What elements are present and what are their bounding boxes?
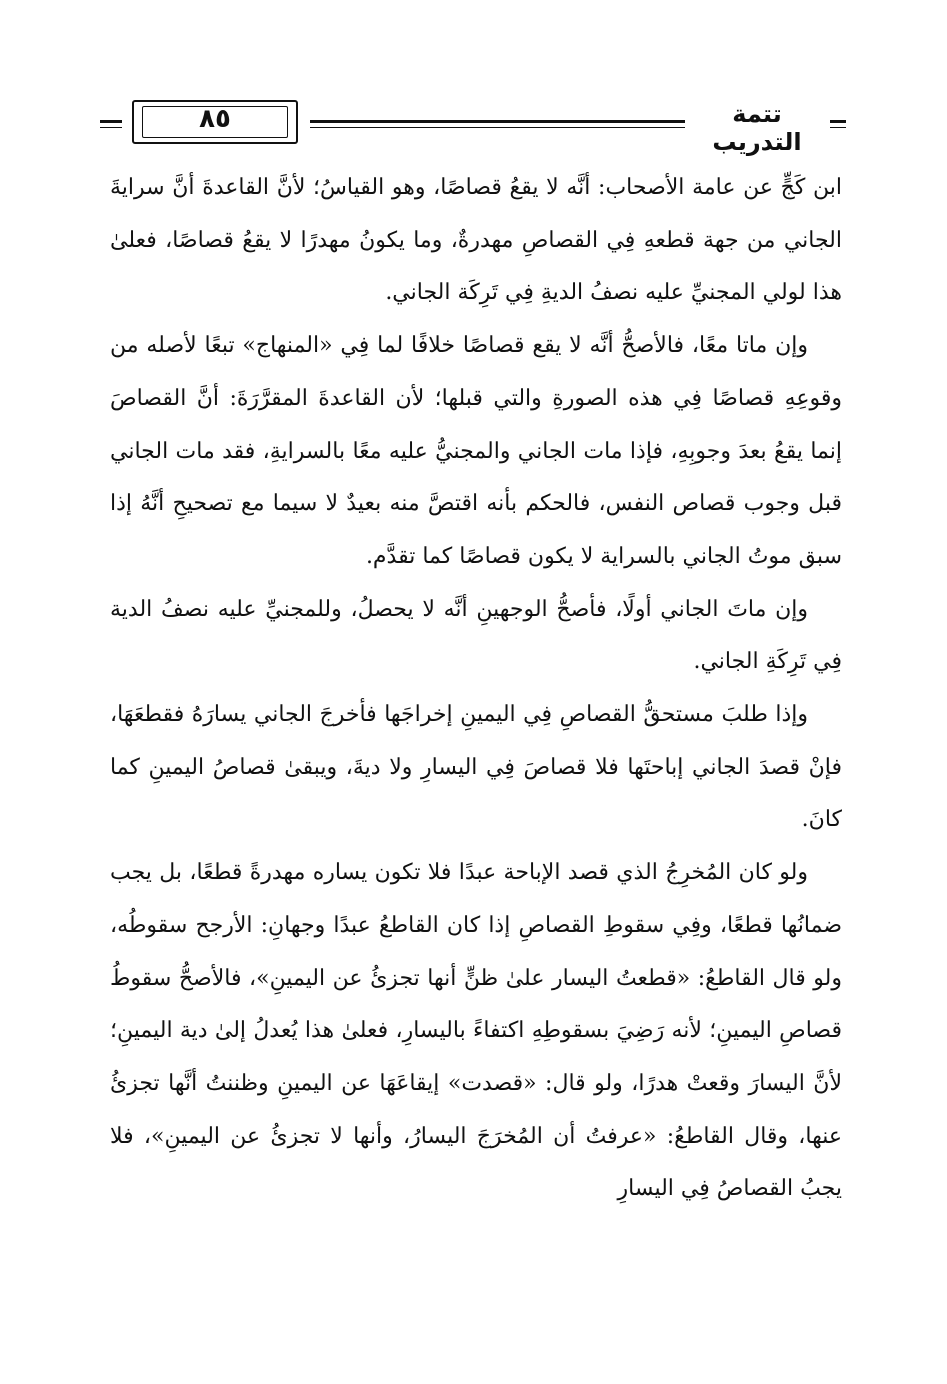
paragraph-5: ولو كان المُخرِجُ الذي قصد الإباحة عبدًا فلا تكون يساره مهدرةً قطعًا، بل يجب ضمانُها قطعًا، وفِي سقوطِ القصاصِ إذا كان القاطعُ عبدًا وجهانِ: الأرجح سقوطُه، ولو قال القاطعُ: «قطعتُ اليسار علىٰ ظنٍّ أنها تجزئُ عن اليمينِ»، فالأصحُّ سقوطُ قصاصِ اليمينِ؛ لأنه رَضِيَ بسقوطِهِ اكتفاءً باليسارِ، فعلىٰ هذا يُعدلُ إلىٰ دية اليمينِ؛ لأنَّ اليسارَ وقعتْ هدرًا، ولو قال: «قصدت» إيقاعَهَا عن اليمينِ وظننتُ أنَّها تجزئُ عنها، وقال القاطعُ: «عرفتُ أن المُخرَجَ اليسارُ، وأنها لا تجزئُ عن اليمينِ»، فلا يجبُ القصاصُ فِي اليسارِ — [110, 860, 842, 1202]
paragraph-1: ابن كَجٍّ عن عامة الأصحاب: أنَّه لا يقعُ قصاصًا، وهو القياسُ؛ لأنَّ القاعدةَ أنَّ سرايةَ الجاني من جهة قطعهِ فِي القصاصِ مهدرةٌ، وما يكونُ مهدرًا لا يقعُ قصاصًا، فعلىٰ هذا لولي المجنيِّ عليه نصفُ الديةِ فِي تَرِكَة الجاني. — [110, 175, 842, 306]
paragraph-3: وإن ماتَ الجاني أولًا، فأصحُّ الوجهينِ أنَّه لا يحصلُ، وللمجنيِّ عليه نصفُ الدية فِي تَرِكَةِ الجاني. — [110, 596, 842, 675]
paragraph-2: وإن ماتا معًا، فالأصحُّ أنَّه لا يقع قصاصًا خلافًا لما فِي «المنهاج» تبعًا لأصله من وقوعِهِ قصاصًا فِي هذه الصورةِ والتي قبلها؛ لأن القاعدةَ المقرَّرَةَ: أنَّ القصاصَ إنما يقعُ بعدَ وجوبِهِ، فإذا مات الجاني والمجنيُّ عليه معًا بالسرايةِ، فقد مات الجاني قبل وجوب قصاص النفس، فالحكم بأنه اقتصَّ منه بعيدٌ لا سيما مع تصحيحِ أنَّهُ إذا سبق موتُ الجاني بالسراية لا يكون قصاصًا كما تقدَّم. — [110, 333, 843, 569]
body-text — [110, 162, 842, 1216]
page-number-frame — [124, 98, 306, 146]
page-header — [100, 98, 846, 154]
header-rule-left — [100, 120, 122, 128]
running-title: تتمة التدريب — [685, 100, 829, 156]
page-number: ٨٥ — [199, 104, 231, 134]
header-rule-right — [830, 120, 846, 128]
paragraph-4: وإذا طلبَ مستحقُّ القصاصِ فِي اليمينِ إخراجَها فأخرجَ الجاني يسارَهُ فقطعَهَا، فإنْ قصدَ الجاني إباحتَها فلا قصاصَ فِي اليسارِ ولا ديةَ، ويبقىٰ قصاصُ اليمينِ كما كانَ. — [110, 702, 842, 833]
